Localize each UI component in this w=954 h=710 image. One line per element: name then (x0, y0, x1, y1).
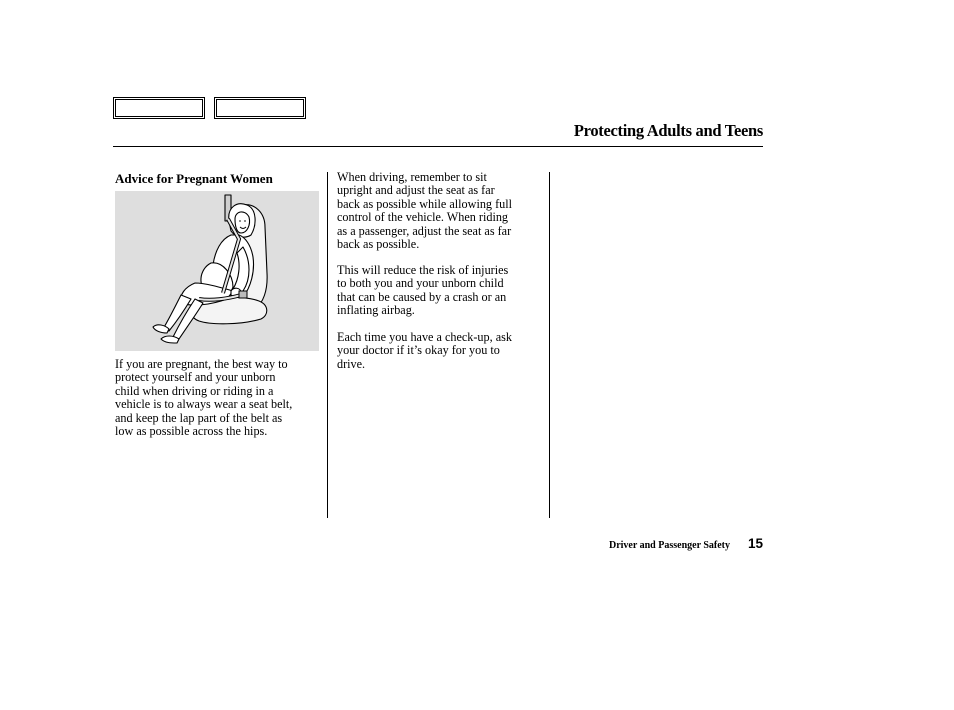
section-heading: Advice for Pregnant Women (115, 171, 273, 186)
nav-tab-box-1 (113, 97, 205, 119)
footer-section-title: Driver and Passenger Safety (608, 540, 730, 551)
injury-risk-paragraph: This will reduce the risk of injuries to both you and your unborn child that can be caused by a crash or an inflating airbag. (337, 263, 509, 318)
column-divider-1 (327, 172, 328, 518)
nav-tab-box-2 (214, 97, 306, 119)
pregnancy-advice-paragraph: If you are pregnant, the best way to protect yourself and your unborn child when driving or riding in a vehicle is to always wear a seat belt, and keep the lap part of the belt as low as possible across the hips. (115, 357, 293, 439)
column-divider-2 (549, 172, 550, 518)
header-rule (113, 146, 763, 147)
pregnant-woman-seatbelt-illustration (115, 191, 319, 351)
page-title: Protecting Adults and Teens (573, 121, 763, 140)
doctor-checkup-paragraph: Each time you have a check-up, ask your doctor if it’s okay for you to drive. (337, 330, 512, 371)
seat-adjustment-paragraph: When driving, remember to sit upright and adjust the seat as far back as possible while allowing full control of the vehicle. When riding as a passenger, adjust the seat as far back as possible. (337, 170, 512, 252)
page-number: 15 (747, 536, 763, 551)
seated-woman-drawing (115, 191, 319, 351)
